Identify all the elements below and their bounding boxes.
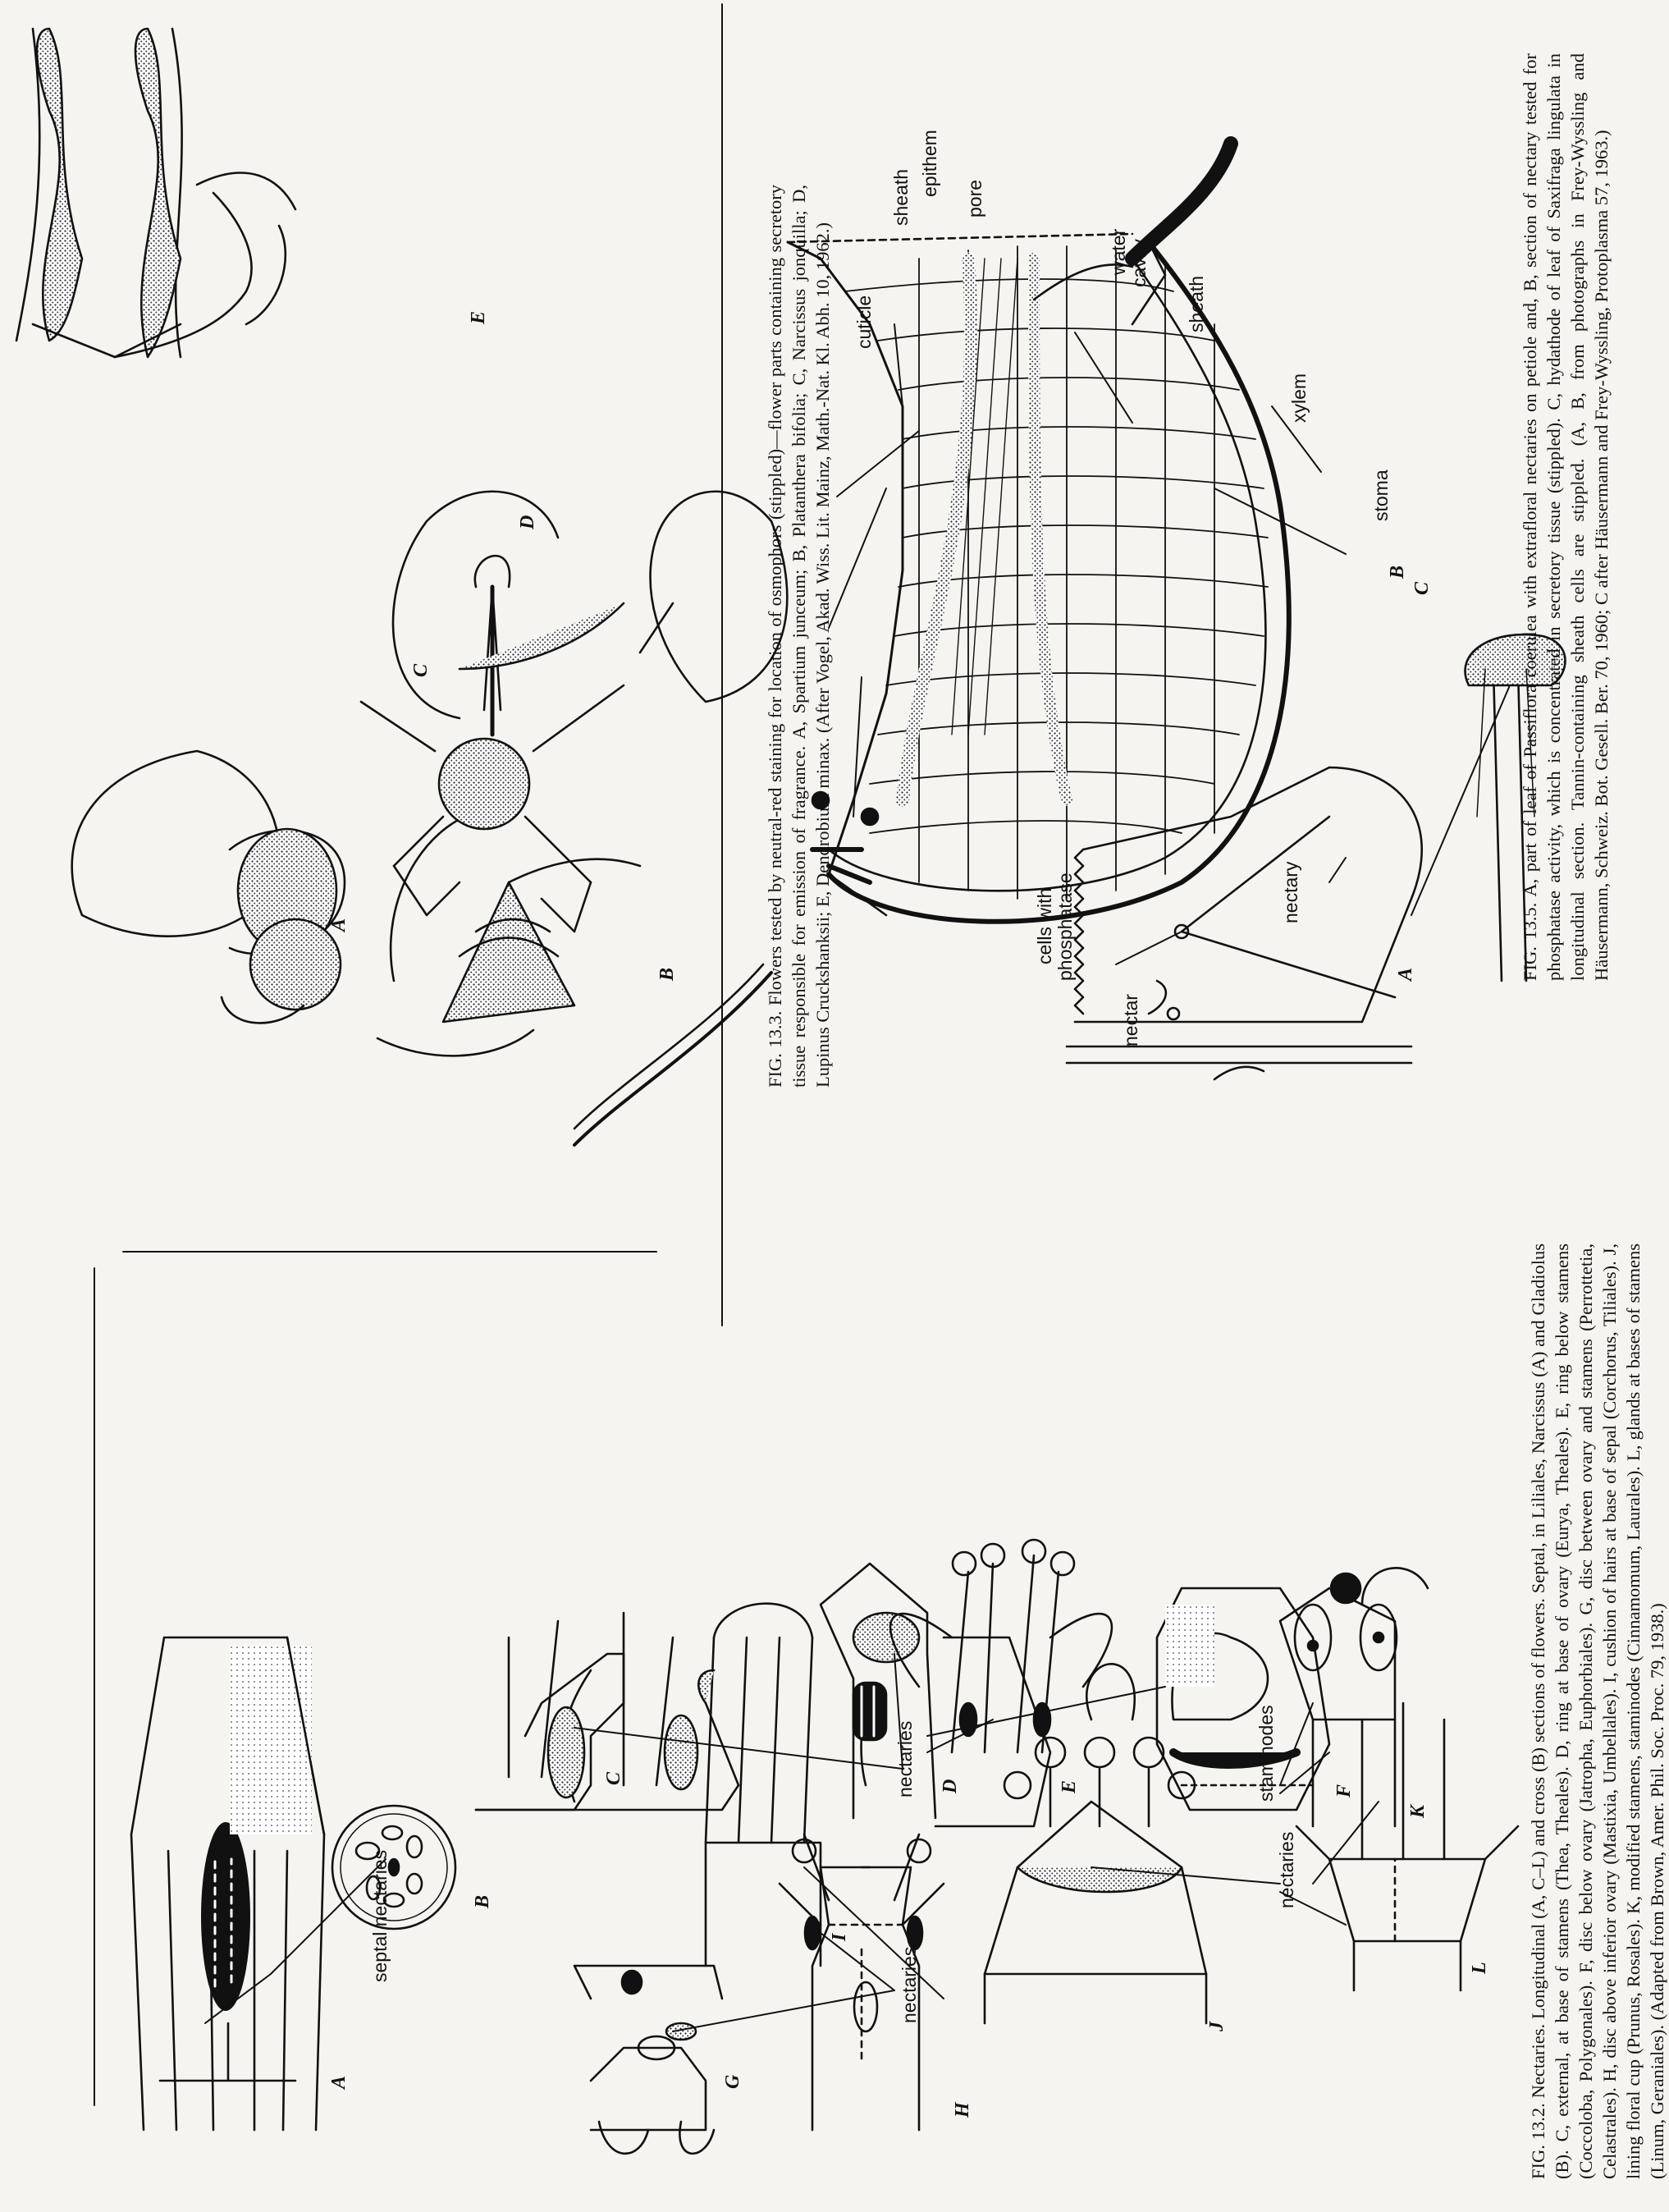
fig-13-2-drawing-i xyxy=(698,1604,821,1966)
fig-13-3-letter-a: A xyxy=(328,918,350,932)
label-stoma: stoma xyxy=(1370,469,1392,521)
label-epithem: epithem xyxy=(919,130,940,197)
fig-13-3-drawing-d xyxy=(393,492,787,718)
fig-13-2-drawing-d xyxy=(821,1564,935,1818)
fig-13-5-letter-c: C xyxy=(1411,581,1433,595)
fig-13-2-letter-f: F xyxy=(1333,1784,1355,1798)
fig-13-3-drawing-c xyxy=(361,556,624,932)
fig-13-2-letter-e: E xyxy=(1059,1779,1080,1793)
label-water: water xyxy=(1108,228,1129,275)
fig-13-2-letter-d: D xyxy=(940,1779,961,1793)
fig-13-2-drawing-l xyxy=(1296,1703,1518,1990)
fig-13-3-letter-d: D xyxy=(517,515,538,529)
fig-13-2-letter-a: A xyxy=(328,2075,350,2089)
fig-13-3-drawing-a xyxy=(72,751,345,1023)
label-cuticle: cuticle xyxy=(853,295,875,349)
fig-13-2-letter-i: I xyxy=(829,1933,850,1941)
fig-13-2-drawing-g xyxy=(574,1966,722,2154)
fig-13-2-drawing-f xyxy=(1157,1588,1329,1810)
fig-13-5-letter-a: A xyxy=(1395,967,1416,981)
label-sheath-top: sheath xyxy=(890,168,912,226)
label-nectar: nectar xyxy=(1120,994,1141,1046)
fig-13-2-letter-j: J xyxy=(1206,2022,1228,2031)
label-septal-nectaries: septal nectaries xyxy=(369,1849,391,1982)
fig-13-3-letter-c: C xyxy=(410,663,432,677)
label-nectaries-top: nectaries xyxy=(894,1720,916,1798)
label-xylem: xylem xyxy=(1288,373,1310,423)
fig-13-3-drawing-e xyxy=(16,29,295,357)
label-nectaries-right: nectaries xyxy=(1276,1831,1297,1908)
fig-13-3-caption: FIG. 13.3. Flowers tested by neutral-red staining for location of osmophors (stippled)—flower parts containing secretory tissue responsible for emission of fragrance. A, Spartium junceum; B, Platanthera bifolia; C, Narcissus jonquilla; D, Lupinus Cruckshanksii; E, Dendrobium minax. (After Vogel, Akad. Wiss. Lit. Mainz, Math.-Nat. Kl. Abh. 10, 1962.) xyxy=(765,185,833,1088)
fig-13-3-letter-e: E xyxy=(468,310,489,324)
fig-13-2-letter-k: K xyxy=(1407,1804,1429,1818)
fig-13-5-drawing-c xyxy=(788,144,1289,922)
fig-13-2-letter-l: L xyxy=(1469,1962,1490,1974)
label-pore: pore xyxy=(964,179,985,218)
fig-13-3-drawing-b xyxy=(377,808,771,1145)
label-nectaries-left: nectaries xyxy=(899,1946,920,2023)
label-cavity: cavity xyxy=(1128,239,1150,287)
fig-13-3-letter-b: B xyxy=(656,967,678,981)
label-staminodes: staminodes xyxy=(1255,1705,1277,1802)
fig-13-2-letter-c: C xyxy=(603,1771,624,1785)
label-cells-with: cells with xyxy=(1034,887,1055,964)
fig-13-2-caption: FIG. 13.2. Nectaries. Longitudinal (A, C–L) and cross (B) sections of flowers. Septal, in Liliales, Narcissus (A) and Gladiolus (B). C, external, at base of stamens (Thea, Theales). D, ring at base of ovary (Eurya, Theales). E, ring below stamens (Coccoloba, Polygonales). F, disc below ovary (Jatropha, Euphorbiales). G, disc between ovary and stamens (Perrottetia, Celastrales). H, disc above inferior ovary (Mastixia, Umbellales). I, cushion of hairs at base of sepal (Corchorus, Tiliales). J, lining floral cup (Prunus, Rosales). K, modified stamens, staminodes (Cinnamomum, Laurales). L, glands at bases of stamens (Linum, Geraniales). (Adapted from Brown, Amer. Phil. Soc. Proc. 79, 1938.) xyxy=(1528,1243,1667,2179)
label-phosphatase: phosphatase xyxy=(1054,872,1076,981)
fig-13-2-letter-g: G xyxy=(722,2074,743,2089)
fig-13-5-caption: FIG. 13.5. A, part of leaf of Passiflora coerulea with extrafloral nectaries on petiole and, B, section of nectary tested for phosphatase activity, which is concentrated in secretory tissue (stippled). C, hydathode of leaf of Saxifraga lingulata in longitudinal section. Tannin-containing sheath cells are stippled. (A, B, from photographs in Frey-Wyssling and Häusermann, Schweiz. Bot. Gesell. Ber. 70, 1960; C after Häusermann and Frey-Wyssling, Protoplasma 57, 1963.) xyxy=(1520,53,1612,981)
fig-13-2-drawing-b xyxy=(332,1806,455,1929)
label-sheath-right: sheath xyxy=(1186,275,1207,332)
label-nectary: nectary xyxy=(1280,861,1301,923)
fig-13-2-letter-b: B xyxy=(472,1894,493,1908)
fig-13-2-letter-h: H xyxy=(952,2102,973,2118)
fig-13-5-letter-b: B xyxy=(1387,565,1408,579)
fig-13-2-drawing-a xyxy=(131,1637,324,2130)
